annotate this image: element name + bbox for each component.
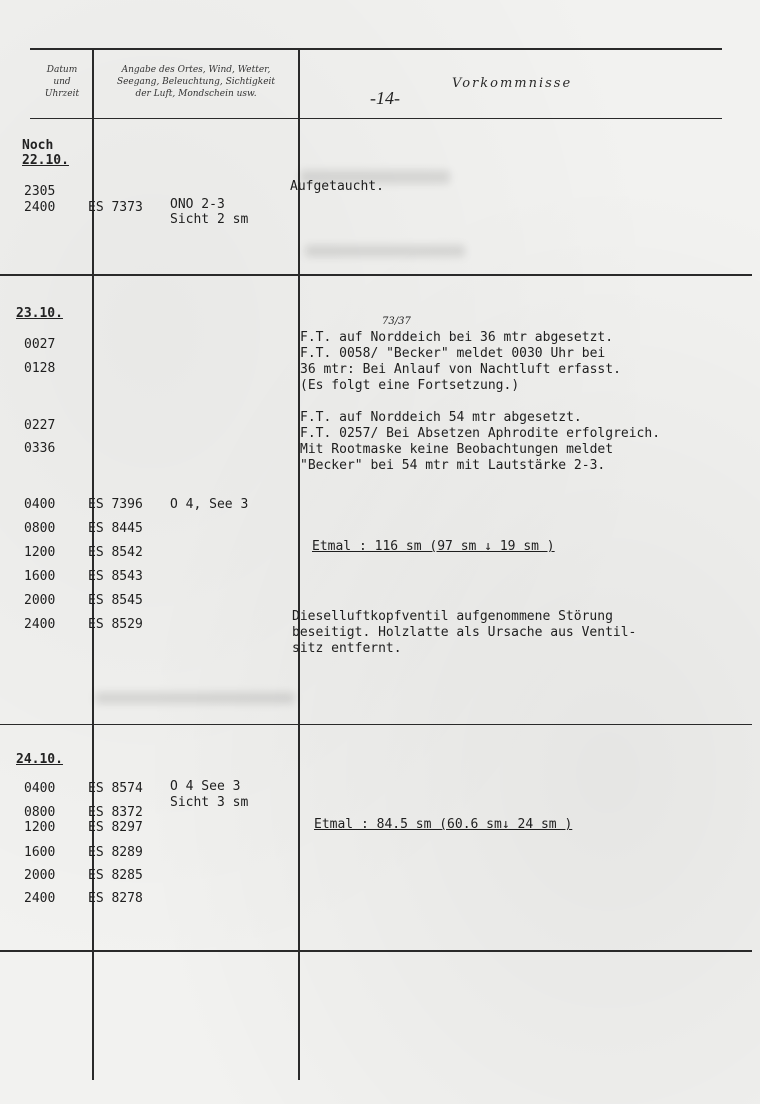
header-top-rule	[30, 48, 722, 50]
event-diesel-valve: Dieselluftkopfventil aufgenommene Störung beseitigt. Holzlatte als Ursache aus Ventil- sitz entfernt.	[292, 609, 637, 656]
row-weather: Sicht 3 sm	[170, 795, 249, 810]
row-position: ES 8529	[88, 617, 143, 632]
time-0227: 0227	[24, 418, 56, 433]
time-0336: 0336	[24, 441, 56, 456]
date-23-10: 23.10.	[16, 306, 63, 321]
events-23-10-radio: F.T. auf Norddeich bei 36 mtr abgesetzt. F.T. 0058/ "Becker" meldet 0030 Uhr bei 36 mtr: Bei Anlauf von Nachtluft erfasst. (Es folgt eine Fortsetzung.)	[300, 330, 621, 393]
time-0128: 0128	[24, 361, 56, 376]
row-time: 1200	[24, 820, 56, 835]
row-time: 2000	[24, 868, 56, 883]
row-time: 1200	[24, 545, 56, 560]
header-bottom-rule	[30, 118, 722, 119]
weather-visibility: Sicht 2 sm	[170, 212, 249, 227]
column-rule-2	[298, 50, 300, 1080]
day-separator-3	[0, 950, 752, 952]
row-position: ES 8542	[88, 545, 143, 560]
time-2400: 2400	[24, 200, 56, 215]
weather-wind: ONO 2-3	[170, 197, 225, 212]
day-separator-1	[0, 274, 752, 276]
header-events: Vorkommnisse	[452, 76, 573, 91]
row-position: ES 7396	[88, 497, 143, 512]
row-weather: O 4, See 3	[170, 497, 249, 512]
handwritten-note: 73/37	[382, 316, 411, 327]
row-position: ES 8285	[88, 868, 143, 883]
row-position: ES 8545	[88, 593, 143, 608]
row-position: ES 8543	[88, 569, 143, 584]
header-date-time: Datum und Uhrzeit	[44, 65, 80, 99]
row-position: ES 8445	[88, 521, 143, 536]
etmal-23-10: Etmal : 116 sm (97 sm ↓ 19 sm )	[312, 539, 555, 554]
row-time: 1600	[24, 569, 56, 584]
row-position: ES 8372	[88, 805, 143, 820]
time-2305: 2305	[24, 184, 56, 199]
row-time: 2400	[24, 891, 56, 906]
row-time: 0400	[24, 781, 56, 796]
page-number: -14-	[370, 88, 400, 108]
time-0027: 0027	[24, 337, 56, 352]
row-weather: O 4 See 3	[170, 779, 241, 794]
events-23-10-aphrodite: F.T. auf Norddeich 54 mtr abgesetzt. F.T. 0257/ Bei Absetzen Aphrodite erfolgreich. Mit Rootmaske keine Beobachtungen meldet "Becker" bei 54 mtr mit Lautstärke 2-3.	[300, 410, 661, 473]
row-time: 1600	[24, 845, 56, 860]
row-time: 0400	[24, 497, 56, 512]
row-position: ES 8297	[88, 820, 143, 835]
date-22-10: Noch 22.10.	[22, 138, 69, 168]
header-location-weather: Angabe des Ortes, Wind, Wetter, Seegang, Beleuchtung, Sichtigkeit der Luft, Mondschein usw.	[116, 65, 276, 99]
position-es-7373: ES 7373	[88, 200, 143, 215]
row-time: 0800	[24, 521, 56, 536]
etmal-24-10: Etmal : 84.5 sm (60.6 sm↓ 24 sm )	[314, 817, 573, 832]
row-position: ES 8574	[88, 781, 143, 796]
row-position: ES 8289	[88, 845, 143, 860]
date-24-10: 24.10.	[16, 752, 63, 767]
row-time: 0800	[24, 805, 56, 820]
day-separator-2	[0, 724, 752, 725]
row-time: 2000	[24, 593, 56, 608]
row-position: ES 8278	[88, 891, 143, 906]
row-time: 2400	[24, 617, 56, 632]
event-surfaced: Aufgetaucht.	[290, 179, 384, 194]
